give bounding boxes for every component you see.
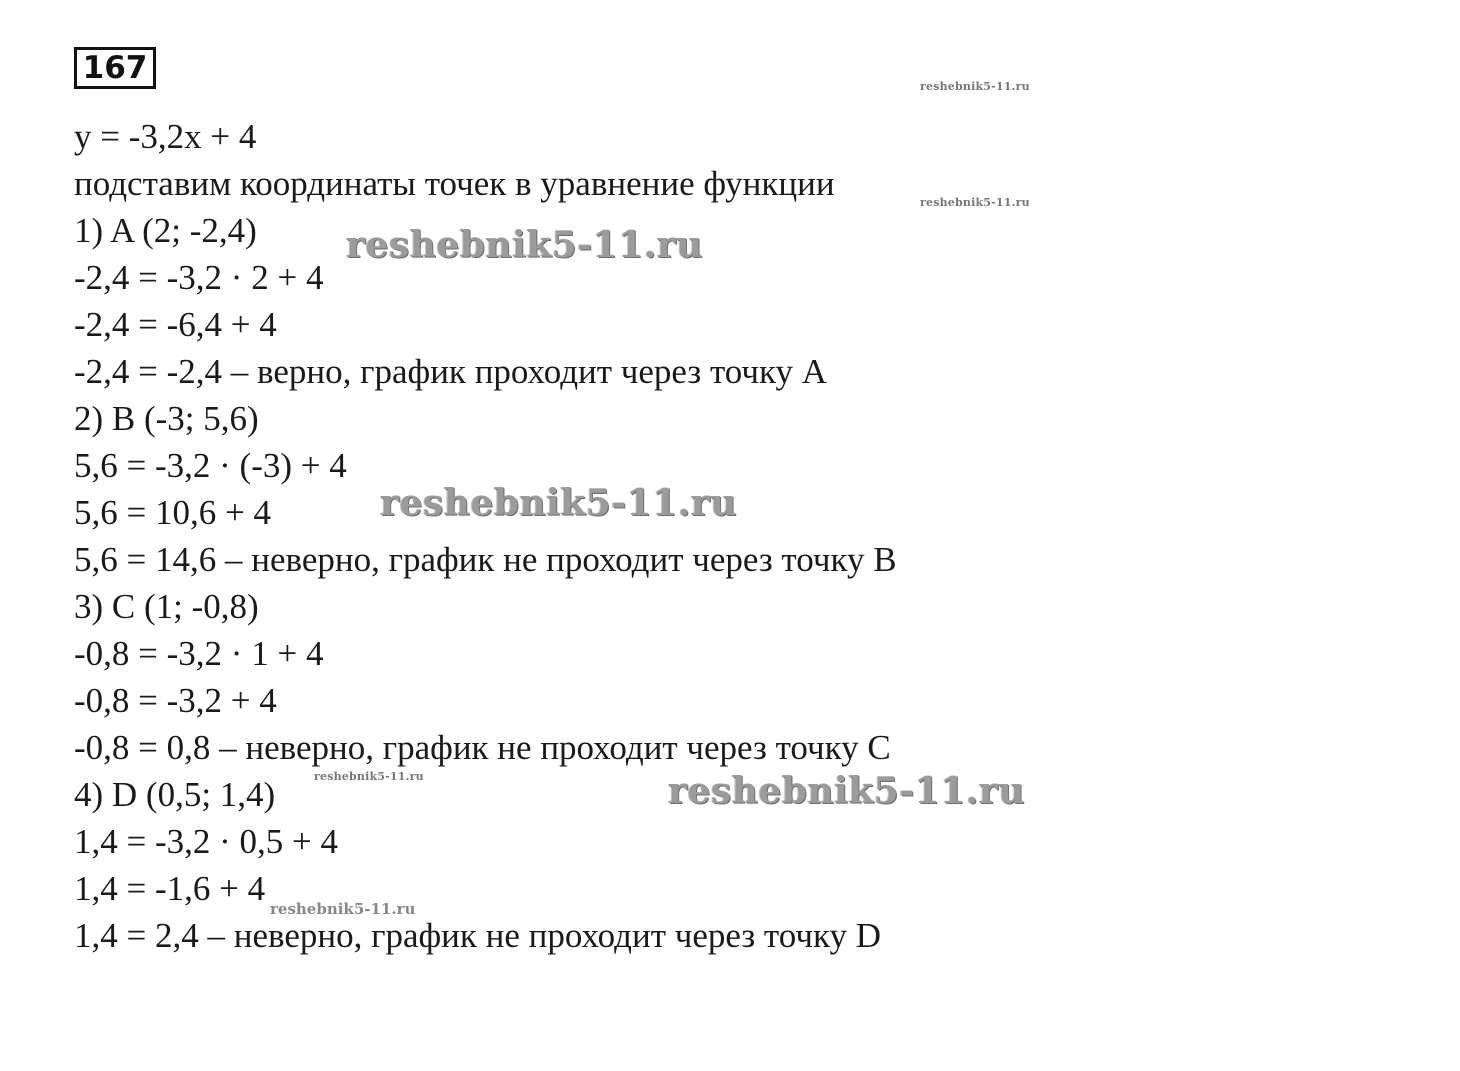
watermark: reshebnik5-11.ru	[920, 80, 1030, 93]
watermark: reshebnik5-11.ru	[346, 224, 703, 266]
text-line: 5,6 = 10,6 + 4	[74, 493, 271, 532]
text-line: 5,6 = -3,2 · (-3) + 4	[74, 446, 347, 485]
text-line: -0,8 = -3,2 · 1 + 4	[74, 634, 324, 673]
watermark: reshebnik5-11.ru	[270, 900, 416, 918]
text-line: y = -3,2x + 4	[74, 117, 257, 156]
text-line: -0,8 = 0,8 – неверно, график не проходит через точку C	[74, 728, 891, 767]
problem-number: 167	[74, 47, 156, 89]
watermark: reshebnik5-11.ru	[920, 196, 1030, 209]
text-line: -2,4 = -2,4 – верно, график проходит через точку A	[74, 352, 828, 391]
text-line: -0,8 = -3,2 + 4	[74, 681, 277, 720]
watermark: reshebnik5-11.ru	[668, 770, 1025, 812]
text-line: 1) A (2; -2,4)	[74, 211, 257, 250]
text-line: 4) D (0,5; 1,4)	[74, 775, 276, 814]
text-line: -2,4 = -6,4 + 4	[74, 305, 277, 344]
text-line: 1,4 = -3,2 · 0,5 + 4	[74, 822, 339, 861]
text-line: -2,4 = -3,2 · 2 + 4	[74, 258, 324, 297]
text-line: 1,4 = 2,4 – неверно, график не проходит через точку D	[74, 916, 881, 955]
text-line: 5,6 = 14,6 – неверно, график не проходит через точку B	[74, 540, 897, 579]
text-line: подставим координаты точек в уравнение функции	[74, 164, 835, 203]
text-line: 2) B (-3; 5,6)	[74, 399, 259, 438]
text-line: 1,4 = -1,6 + 4	[74, 869, 266, 908]
watermark: reshebnik5-11.ru	[314, 770, 424, 783]
watermark: reshebnik5-11.ru	[380, 482, 737, 524]
text-line: 3) C (1; -0,8)	[74, 587, 259, 626]
